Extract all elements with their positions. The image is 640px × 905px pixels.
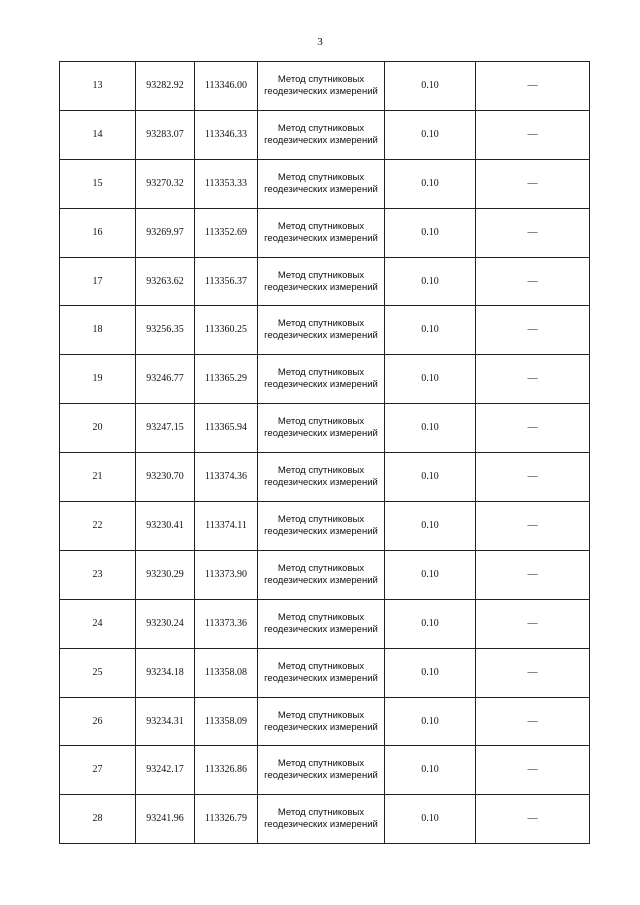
point-number-cell: 24 (60, 599, 136, 648)
y-coordinate-cell: 113346.33 (195, 110, 258, 159)
x-coordinate-cell: 93234.18 (136, 648, 195, 697)
description-cell: — (476, 306, 590, 355)
y-coordinate-cell: 113374.36 (195, 453, 258, 502)
point-number-cell: 26 (60, 697, 136, 746)
method-text: Метод спутниковых геодезических измерений (264, 416, 378, 440)
x-coordinate-cell: 93234.31 (136, 697, 195, 746)
accuracy-cell: 0.10 (385, 550, 476, 599)
point-number-cell: 20 (60, 404, 136, 453)
method-cell (258, 159, 385, 208)
method-cell (258, 110, 385, 159)
table-row (60, 62, 590, 111)
point-number-cell: 25 (60, 648, 136, 697)
y-coordinate-cell: 113346.00 (195, 62, 258, 111)
description-cell: — (476, 404, 590, 453)
method-cell (258, 795, 385, 844)
x-coordinate-cell: 93256.35 (136, 306, 195, 355)
coordinates-table-body (60, 62, 590, 844)
point-number-cell: 15 (60, 159, 136, 208)
description-cell: — (476, 697, 590, 746)
y-coordinate-cell: 113353.33 (195, 159, 258, 208)
point-number-cell: 16 (60, 208, 136, 257)
x-coordinate-cell: 93230.41 (136, 502, 195, 551)
accuracy-cell: 0.10 (385, 159, 476, 208)
x-coordinate-cell: 93246.77 (136, 355, 195, 404)
table-row (60, 257, 590, 306)
point-number-cell: 23 (60, 550, 136, 599)
method-text: Метод спутниковых геодезических измерений (264, 562, 378, 586)
method-text: Метод спутниковых геодезических измерений (264, 611, 378, 635)
page-number: 3 (317, 36, 323, 48)
description-cell: — (476, 355, 590, 404)
table-row (60, 404, 590, 453)
method-cell (258, 746, 385, 795)
point-number-cell: 17 (60, 257, 136, 306)
description-cell: — (476, 746, 590, 795)
x-coordinate-cell: 93247.15 (136, 404, 195, 453)
accuracy-cell: 0.10 (385, 355, 476, 404)
point-number-cell: 13 (60, 62, 136, 111)
description-cell: — (476, 795, 590, 844)
method-cell (258, 697, 385, 746)
x-coordinate-cell: 93242.17 (136, 746, 195, 795)
point-number-cell: 19 (60, 355, 136, 404)
table-row (60, 648, 590, 697)
accuracy-cell: 0.10 (385, 404, 476, 453)
y-coordinate-cell: 113358.08 (195, 648, 258, 697)
x-coordinate-cell: 93263.62 (136, 257, 195, 306)
table-row (60, 355, 590, 404)
method-text: Метод спутниковых геодезических измерений (264, 73, 378, 97)
description-cell: — (476, 502, 590, 551)
y-coordinate-cell: 113352.69 (195, 208, 258, 257)
accuracy-cell: 0.10 (385, 306, 476, 355)
accuracy-cell: 0.10 (385, 697, 476, 746)
table-row (60, 110, 590, 159)
y-coordinate-cell: 113358.09 (195, 697, 258, 746)
accuracy-cell: 0.10 (385, 110, 476, 159)
table-row (60, 697, 590, 746)
table-row (60, 746, 590, 795)
method-text: Метод спутниковых геодезических измерений (264, 269, 378, 293)
point-number-cell: 27 (60, 746, 136, 795)
description-cell: — (476, 550, 590, 599)
method-text: Метод спутниковых геодезических измерений (264, 465, 378, 489)
table-row (60, 306, 590, 355)
y-coordinate-cell: 113326.86 (195, 746, 258, 795)
description-cell: — (476, 208, 590, 257)
accuracy-cell: 0.10 (385, 795, 476, 844)
method-text: Метод спутниковых геодезических измерений (264, 513, 378, 537)
point-number-cell: 14 (60, 110, 136, 159)
method-cell (258, 257, 385, 306)
y-coordinate-cell: 113373.36 (195, 599, 258, 648)
accuracy-cell: 0.10 (385, 257, 476, 306)
description-cell: — (476, 257, 590, 306)
accuracy-cell: 0.10 (385, 62, 476, 111)
method-text: Метод спутниковых геодезических измерений (264, 122, 378, 146)
method-cell (258, 355, 385, 404)
table-row (60, 795, 590, 844)
x-coordinate-cell: 93270.32 (136, 159, 195, 208)
accuracy-cell: 0.10 (385, 502, 476, 551)
method-text: Метод спутниковых геодезических измерений (264, 709, 378, 733)
description-cell: — (476, 648, 590, 697)
method-text: Метод спутниковых геодезических измерений (264, 367, 378, 391)
x-coordinate-cell: 93282.92 (136, 62, 195, 111)
y-coordinate-cell: 113365.94 (195, 404, 258, 453)
accuracy-cell: 0.10 (385, 453, 476, 502)
coordinates-table (59, 61, 590, 844)
method-text: Метод спутниковых геодезических измерений (264, 758, 378, 782)
method-text: Метод спутниковых геодезических измерений (264, 660, 378, 684)
description-cell: — (476, 599, 590, 648)
point-number-cell: 18 (60, 306, 136, 355)
method-cell (258, 306, 385, 355)
table-row (60, 159, 590, 208)
y-coordinate-cell: 113356.37 (195, 257, 258, 306)
method-cell (258, 550, 385, 599)
table-row (60, 502, 590, 551)
point-number-cell: 28 (60, 795, 136, 844)
method-cell (258, 208, 385, 257)
table-row (60, 453, 590, 502)
accuracy-cell: 0.10 (385, 648, 476, 697)
method-cell (258, 453, 385, 502)
accuracy-cell: 0.10 (385, 208, 476, 257)
method-text: Метод спутниковых геодезических измерений (264, 807, 378, 831)
x-coordinate-cell: 93230.24 (136, 599, 195, 648)
method-cell (258, 599, 385, 648)
x-coordinate-cell: 93269.97 (136, 208, 195, 257)
x-coordinate-cell: 93230.70 (136, 453, 195, 502)
x-coordinate-cell: 93283.07 (136, 110, 195, 159)
method-cell (258, 502, 385, 551)
accuracy-cell: 0.10 (385, 746, 476, 795)
table-row (60, 208, 590, 257)
y-coordinate-cell: 113360.25 (195, 306, 258, 355)
point-number-cell: 22 (60, 502, 136, 551)
method-cell (258, 404, 385, 453)
accuracy-cell: 0.10 (385, 599, 476, 648)
y-coordinate-cell: 113365.29 (195, 355, 258, 404)
method-cell (258, 648, 385, 697)
description-cell: — (476, 110, 590, 159)
x-coordinate-cell: 93241.96 (136, 795, 195, 844)
table-row (60, 550, 590, 599)
method-text: Метод спутниковых геодезических измерений (264, 171, 378, 195)
point-number-cell: 21 (60, 453, 136, 502)
method-text: Метод спутниковых геодезических измерений (264, 318, 378, 342)
x-coordinate-cell: 93230.29 (136, 550, 195, 599)
method-text: Метод спутниковых геодезических измерений (264, 220, 378, 244)
table-row (60, 599, 590, 648)
description-cell: — (476, 159, 590, 208)
y-coordinate-cell: 113326.79 (195, 795, 258, 844)
y-coordinate-cell: 113373.90 (195, 550, 258, 599)
y-coordinate-cell: 113374.11 (195, 502, 258, 551)
description-cell: — (476, 62, 590, 111)
method-cell (258, 62, 385, 111)
description-cell: — (476, 453, 590, 502)
